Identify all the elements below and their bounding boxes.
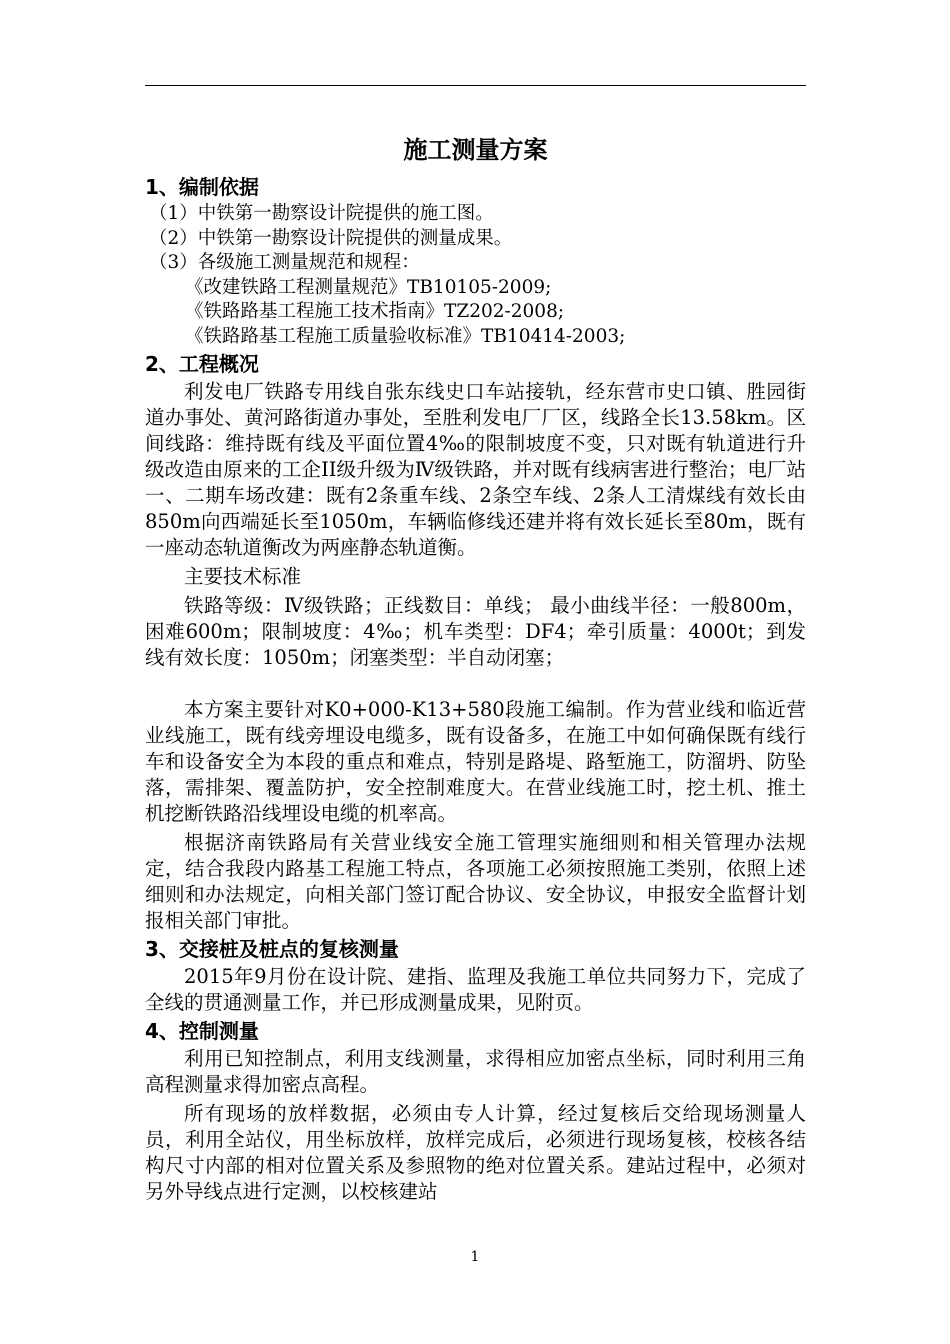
paragraph: 铁路等级：Ⅳ级铁路；正线数目：单线； 最小曲线半径：一般800m，困难600m；限制坡度：4‰；机车类型：DF4；牵引质量：4000t；到发线有效长度：1050m；闭塞类型：半自动闭塞；: [145, 594, 806, 669]
paragraph: 利发电厂铁路专用线自张东线史口车站接轨，经东营市史口镇、胜园街道办事处、黄河路街道办事处，至胜利发电厂厂区，线路全长13.58km。区间线路：维持既有线及平面位置4‰的限制坡度不变，只对既有轨道进行升级改造由原来的工企II级升级为Ⅳ级铁路，并对既有线病害进行整治；电厂站一、二期车场改建：既有2条重车线、2条空车线、2条人工清煤线有效长由850m向西端延长至1050m，车辆临修线还建并将有效长延长至80m，既有一座动态轨道衡改为两座静态轨道衡。: [145, 380, 806, 559]
blank-line: [145, 671, 806, 697]
section-heading: 4、控制测量: [145, 1019, 259, 1043]
standard-item: 《改建铁路工程测量规范》TB10105-2009;: [185, 276, 552, 298]
header-rule: [145, 85, 806, 86]
list-item: （2）中铁第一勘察设计院提供的测量成果。: [149, 227, 513, 249]
standard-item: 《铁路路基工程施工质量验收标准》TB10414-2003;: [185, 325, 626, 347]
paragraph: 本方案主要针对K0+000-K13+580段施工编制。作为营业线和临近营业线施工，既有线旁埋设电缆多，既有设备多，在施工中如何确保既有线行车和设备安全为本段的重点和难点，特别是路堤、路堑施工，防溜坍、防坠落，需排架、覆盖防护，安全控制难度大。在营业线施工时，挖土机、推土机挖断铁路沿线埋设电缆的机率高。: [145, 698, 806, 825]
list-item: （1）中铁第一勘察设计院提供的施工图。: [149, 203, 494, 224]
paragraph: 2015年9月份在设计院、建指、监理及我施工单位共同努力下，完成了全线的贯通测量工作，并已形成测量成果，见附页。: [145, 965, 806, 1014]
section-heading: 2、工程概况: [145, 352, 259, 376]
paragraph: 所有现场的放样数据，必须由专人计算，经过复核后交给现场测量人员，利用全站仪，用坐标放样，放样完成后，必须进行现场复核，校核各结构尺寸内部的相对位置关系及参照物的绝对位置关系。建站过程中，必须对另外导线点进行定测，以校核建站: [145, 1102, 806, 1203]
paragraph: 根据济南铁路局有关营业线安全施工管理实施细则和相关管理办法规定，结合我段内路基工程施工特点，各项施工必须按照施工类别，依照上述细则和办法规定，向相关部门签订配合协议、安全协议，申报安全监督计划报相关部门审批。: [145, 831, 806, 932]
document-title: 施工测量方案: [403, 136, 548, 164]
section-heading: 3、交接桩及桩点的复核测量: [145, 937, 399, 961]
standard-item: 《铁路路基工程施工技术指南》TZ202-2008;: [185, 301, 565, 322]
list-item: （3）各级施工测量规范和规程：: [149, 252, 420, 273]
section-heading: 1、编制依据: [145, 175, 259, 199]
paragraph: 利用已知控制点，利用支线测量，求得相应加密点坐标，同时利用三角高程测量求得加密点高程。: [145, 1047, 806, 1096]
page-number: 1: [470, 1249, 480, 1265]
subheading: 主要技术标准: [184, 565, 302, 588]
document-body: [145, 128, 806, 1205]
